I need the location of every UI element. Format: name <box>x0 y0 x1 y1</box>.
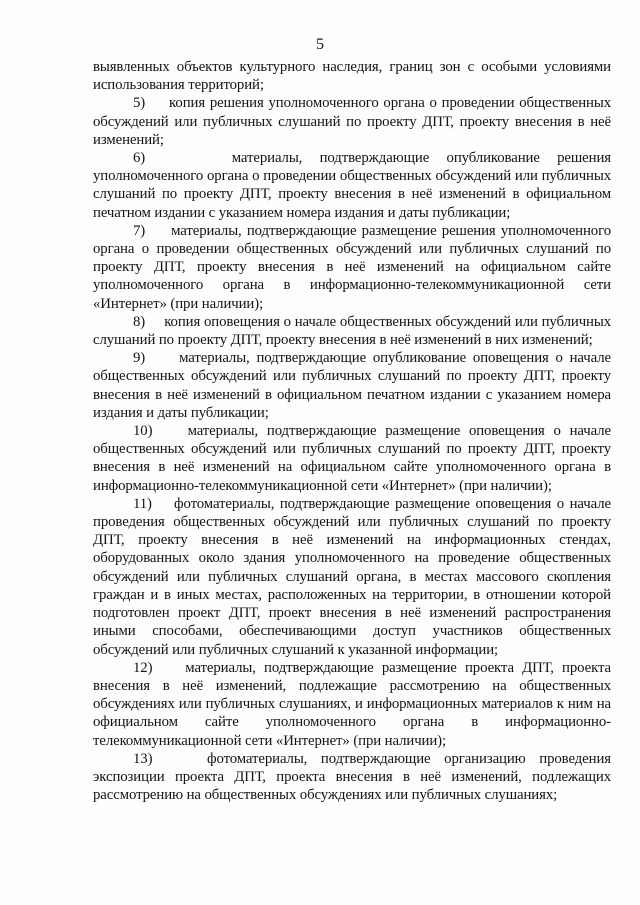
paragraph-continuation: выявленных объектов культурного наследия, границ зон с особыми условиями использования территорий; <box>93 59 611 94</box>
list-item-11: 11) фотоматериалы, подтверждающие размещение оповещения о начале проведения общественных обсуждений или публичных слушаний по проекту ДПТ, проекту внесения в неё изменений на информационных стендах, оборудованных около здания уполномоченного на проведение общественных обсуждений или публичных слушаний органа, в местах массового скопления граждан и в иных местах, расположенных на территории, в отношении которой подготовлен проект ДПТ, проект внесения в неё изменений распространения иными способами, обеспечивающими доступ участников общественных обсуждений или публичных слушаний к указанной информации; <box>93 495 611 658</box>
list-item-6: 6) материалы, подтверждающие опубликование решения уполномоченного органа о проведении общественных обсуждений или публичных слушаний по проекту ДПТ, проекту внесения в неё изменений в официальном печатном издании с указанием номера издания и даты публикации; <box>93 150 611 221</box>
list-item-5: 5) копия решения уполномоченного органа о проведении общественных обсуждений или публичных слушаний по проекту ДПТ, проекту внесения в неё изменений; <box>93 95 611 148</box>
page-number: 5 <box>316 36 324 53</box>
list-item-8: 8) копия оповещения о начале общественных обсуждений или публичных слушаний по проекту ДПТ, проекту внесения в неё изменений в них изменений; <box>93 313 611 349</box>
document-body <box>93 58 611 804</box>
list-item-9: 9) материалы, подтверждающие опубликование оповещения о начале общественных обсуждений или публичных слушаний по проекту ДПТ, проекту внесения в неё изменений в официальном печатном издании с указанием номера издания и даты публикации; <box>93 350 611 421</box>
list-item-10: 10) материалы, подтверждающие размещение оповещения о начале общественных обсуждений или публичных слушаний по проекту ДПТ, проекту внесения в неё изменений на официальном сайте уполномоченного органа в информационно-телекоммуникационной сети «Интернет» (при наличии); <box>93 423 611 494</box>
list-item-13: 13) фотоматериалы, подтверждающие организацию проведения экспозиции проекта ДПТ, проекта внесения в неё изменений, подлежащих рассмотрению на общественных обсуждениях или публичных слушаниях; <box>93 750 611 804</box>
list-item-7: 7) материалы, подтверждающие размещение решения уполномоченного органа о проведении общественных обсуждений или публичных слушаний по проекту ДПТ, проекту внесения в неё изменений на официальном сайте уполномоченного органа в информационно-телекоммуникационной сети «Интернет» (при наличии); <box>93 222 611 312</box>
list-item-12: 12) материалы, подтверждающие размещение проекта ДПТ, проекта внесения в неё изменений, подлежащие рассмотрению на общественных обсуждениях или публичных слушаниях, и информационных материалов к ним на официальном сайте уполномоченного органа в информационно-телекоммуникационной сети «Интернет» (при наличии); <box>93 659 611 749</box>
